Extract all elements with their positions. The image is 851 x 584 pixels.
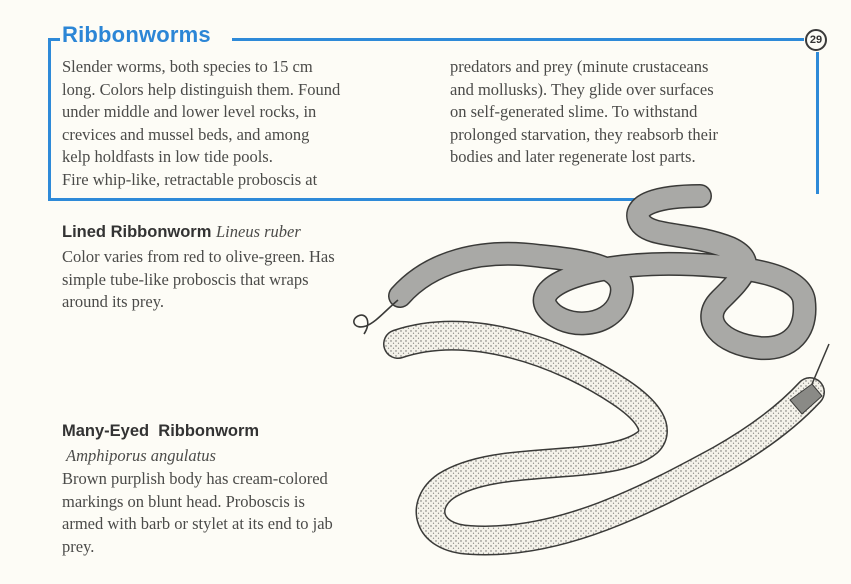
scientific-name: Lineus ruber bbox=[216, 222, 301, 241]
intro-line: Fire whip-like, retractable proboscis at bbox=[62, 169, 318, 189]
description-line: simple tube-like proboscis that wraps bbox=[62, 269, 309, 289]
section-title: Ribbonworms bbox=[62, 22, 211, 47]
description-line: around its prey. bbox=[62, 292, 165, 311]
intro-line: kelp holdfasts in low tide pools. bbox=[62, 147, 273, 166]
scientific-name: Amphiporus angulatus bbox=[66, 446, 216, 465]
description-line: Color varies from red to olive-green. Has bbox=[62, 247, 335, 266]
common-name: Lined Ribbonworm bbox=[62, 223, 212, 241]
intro-line: and mollusks). They glide over surfaces bbox=[450, 79, 714, 99]
intro-line: under middle and lower level rocks, in bbox=[62, 102, 317, 121]
common-name: Many-Eyed Ribbonworm bbox=[62, 422, 260, 440]
intro-line: crevices and mussel beds, and among bbox=[62, 124, 310, 144]
intro-line: Slender worms, both species to 15 cm bbox=[62, 57, 313, 76]
intro-line: prolonged starvation, they reabsorb their bbox=[450, 124, 719, 144]
species-heading-many-eyed bbox=[62, 422, 259, 441]
description-line: prey. bbox=[62, 536, 95, 556]
species-description-many-eyed bbox=[62, 468, 422, 558]
description-line: markings on blunt head. Proboscis is bbox=[62, 491, 305, 511]
intro-line: bodies and later regenerate lost parts. bbox=[450, 147, 696, 166]
description-line: Brown purplish body has cream-colored bbox=[62, 469, 328, 488]
intro-line: long. Colors help distinguish them. Found bbox=[62, 79, 341, 99]
species-heading-lined bbox=[62, 222, 301, 242]
intro-line: on self-generated slime. To withstand bbox=[450, 102, 698, 121]
page-number-badge: 29 bbox=[805, 29, 827, 51]
species-description-lined bbox=[62, 246, 422, 314]
description-line: armed with barb or stylet at its end to jab bbox=[62, 514, 333, 533]
many-eyed-ribbonworm-illustration bbox=[398, 336, 829, 541]
intro-line: predators and prey (minute crustaceans bbox=[450, 57, 709, 76]
